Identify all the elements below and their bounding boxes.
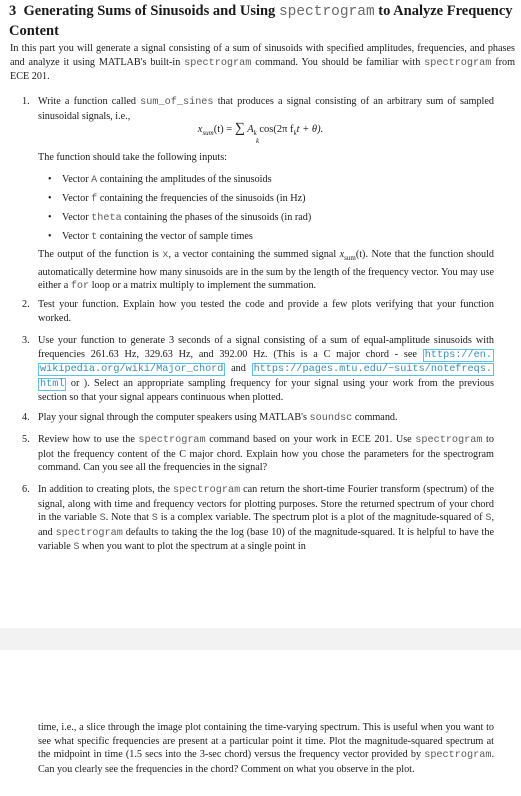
bullet-3-code: theta xyxy=(91,213,122,224)
item-6-code-c: S xyxy=(151,513,158,524)
heading-text-b: to Analyze Frequency Content xyxy=(9,3,513,39)
item-6-cont-a: time, i.e., a slice through the image plot containing the time-varying spectrum. This is useful when you want to see what specific frequencies are present at a particular point it time. Plot the magnitude-squared spectrum at the midpoint in time (1.5 secs into the 3-sec chord) versus the frequency vector provided by xyxy=(38,722,494,760)
eq-tail-sub: k xyxy=(293,129,297,138)
item-2-number: 2. xyxy=(22,299,30,310)
bullet-4-post: containing the vector of sample times xyxy=(97,231,253,242)
eq-lhs-sub: sum xyxy=(202,129,214,138)
item-5-text-c: to plot the frequency content of the C major chord. Explain how you chose the parameters for the spectrogram command. Can you see all the frequencies in the signal? xyxy=(38,434,494,473)
bullet-4 xyxy=(62,230,253,244)
bullet-1-post: containing the amplitudes of the sinusoids xyxy=(97,174,272,185)
item-6-cont-code: spectrogram xyxy=(424,750,492,761)
item-3-text-c: or ). Select an appropriate sampling frequency for your signal using your work from the previous section so that your signal appears continuous when plotted. xyxy=(38,377,494,403)
item-6-code-a: spectrogram xyxy=(172,485,241,496)
item-1-text xyxy=(38,95,494,123)
inputs-intro: The function should take the following inputs: xyxy=(38,152,228,163)
item-4-text xyxy=(38,411,494,426)
eq-end: t + θ). xyxy=(296,124,324,135)
bullet-2-post: containing the frequencies of the sinusoids (in Hz) xyxy=(97,193,306,204)
output-code-2: for xyxy=(70,281,90,293)
intro-code-b: spectrogram xyxy=(424,57,492,69)
bullet-1-code: A xyxy=(91,175,98,186)
bullet-dot: • xyxy=(48,231,52,242)
item-3-text xyxy=(38,334,494,405)
eq-body-sub: k xyxy=(253,129,257,138)
item-2-text: Test your function. Explain how you tested the code and provide a few plots verifying that your function worked. xyxy=(38,299,494,324)
intro-code-a: spectrogram xyxy=(184,57,252,69)
link-wikipedia-part1[interactable]: https://en. xyxy=(424,349,492,361)
bullet-3-pre: Vector xyxy=(62,212,92,223)
output-code: x xyxy=(162,250,169,261)
eq-rest: (t) = xyxy=(213,124,235,135)
item-3-number: 3. xyxy=(22,335,30,346)
eq-sum-symbol: ∑ xyxy=(234,121,245,136)
intro-paragraph xyxy=(10,42,515,84)
intro-text-c: from ECE 201. xyxy=(10,56,515,82)
item-6-code-f: S xyxy=(73,542,80,553)
bullet-2-code: f xyxy=(91,194,98,205)
output-paragraph xyxy=(38,248,494,294)
intro-text-b: command. You should be familiar with xyxy=(251,56,425,68)
item-1-number: 1. xyxy=(22,96,30,107)
bullet-2-pre: Vector xyxy=(62,193,92,204)
item-6-text-e: , and xyxy=(38,512,494,538)
heading-code: spectrogram xyxy=(278,4,375,20)
item-5-code-b: spectrogram xyxy=(415,435,483,446)
bullet-2 xyxy=(62,192,306,206)
output-text-d: loop or a matrix multiply to implement the summation. xyxy=(89,280,317,292)
output-text-a: The output of the function is xyxy=(38,249,163,260)
item-1-code: sum_of_sines xyxy=(140,97,214,108)
page-break xyxy=(0,628,521,650)
item-5-code-a: spectrogram xyxy=(138,435,206,446)
link-notefreqs-part2[interactable]: html xyxy=(40,378,65,390)
item-6-text-a: In addition to creating plots, the xyxy=(38,484,173,495)
heading-text-a: Generating Sums of Sinusoids and Using xyxy=(23,3,279,19)
output-text-b: , a vector containing the summed signal xyxy=(168,249,340,260)
bullet-1 xyxy=(62,173,272,187)
item-6-text-c: . Note that xyxy=(105,512,152,523)
eq-lhs: x xyxy=(197,124,203,135)
eq-body: A xyxy=(244,124,254,135)
item-6-text-f: defaults to taking the the log (base 10) of the magnitude-squared. It is helpful to have the variable xyxy=(38,526,494,552)
bullet-dot: • xyxy=(48,193,52,204)
item-6-text xyxy=(38,483,494,555)
item-6-code-e: spectrogram xyxy=(55,527,123,539)
intro-text-a: In this part you will generate a signal consisting of a sum of sinusoids with specified amplitudes, frequencies, and phases and analyze it using MATLAB's built-in xyxy=(10,43,515,68)
item-3-text-a: Use your function to generate 3 seconds of a signal consisting of a sum of equal-amplitude sinusoids with frequencies 261.63 Hz, 329.63 Hz, and 392.00 Hz. (This is a C major chord - see xyxy=(38,335,494,360)
item-6-number: 6. xyxy=(22,484,30,495)
item-1-text-b: that produces a signal consisting of an arbitrary sum of sampled sinusoidal signals, i.e., xyxy=(38,96,494,122)
output-text-c: (t). Note that the function should automatically determine how many sinusoids are in the sum by the length of the frequency vector. You may use either a xyxy=(38,249,494,292)
item-1-text-a: Write a function called xyxy=(38,96,141,107)
item-3-text-b: and xyxy=(225,363,252,374)
bullet-4-code: t xyxy=(91,232,98,243)
item-4-text-b: command. xyxy=(352,412,398,423)
item-6-code-b: S xyxy=(99,513,106,524)
item-5-text xyxy=(38,433,494,475)
link-notefreqs-part1[interactable]: https://pages.mtu.edu/~suits/notefreqs. xyxy=(253,364,492,375)
bullet-dot: • xyxy=(48,174,52,185)
item-5-text-a: Review how to use the xyxy=(38,434,139,445)
eq-tail: cos(2π f xyxy=(256,124,294,135)
item-4-number: 4. xyxy=(22,412,30,423)
bullet-3 xyxy=(62,211,311,225)
item-6-text-g: when you want to plot the spectrum at a single point in xyxy=(79,541,306,552)
eq-sum-index: k xyxy=(256,137,260,145)
output-symbol: x xyxy=(339,249,345,260)
item-4-code: soundsc xyxy=(309,413,353,424)
bullet-dot: • xyxy=(48,212,52,223)
link-wikipedia-part2[interactable]: wikipedia.org/wiki/Major_chord xyxy=(40,364,224,375)
bullet-4-pre: Vector xyxy=(62,231,92,242)
item-4-text-a: Play your signal through the computer speakers using MATLAB's xyxy=(38,412,310,423)
output-symbol-sub: sum xyxy=(344,254,356,263)
item-6-text-b: can return the short-time Fourier transform (spectrum) of the signal, along with time and frequency vectors for plotting purposes. Store the returned spectrum of your chord in the variable xyxy=(38,484,494,523)
item-6-cont-b: . Can you clearly see the frequencies in the chord? Comment on what you observe in the plot. xyxy=(38,749,494,775)
bullet-1-pre: Vector xyxy=(62,174,92,185)
section-number: 3 xyxy=(9,3,17,19)
sum-equation xyxy=(0,121,521,137)
item-6-continuation xyxy=(38,721,494,776)
item-5-text-b: command based on your work in ECE 201. Use xyxy=(205,434,416,445)
bullet-3-post: containing the phases of the sinusoids (in rad) xyxy=(121,212,312,223)
item-6-text-d: is a complex variable. The spectrum plot is a plot of the magnitude-squared of xyxy=(157,512,486,523)
section-heading xyxy=(9,2,515,41)
item-6-code-d: S xyxy=(485,513,492,524)
page-2 xyxy=(0,650,521,796)
item-5-number: 5. xyxy=(22,434,30,445)
